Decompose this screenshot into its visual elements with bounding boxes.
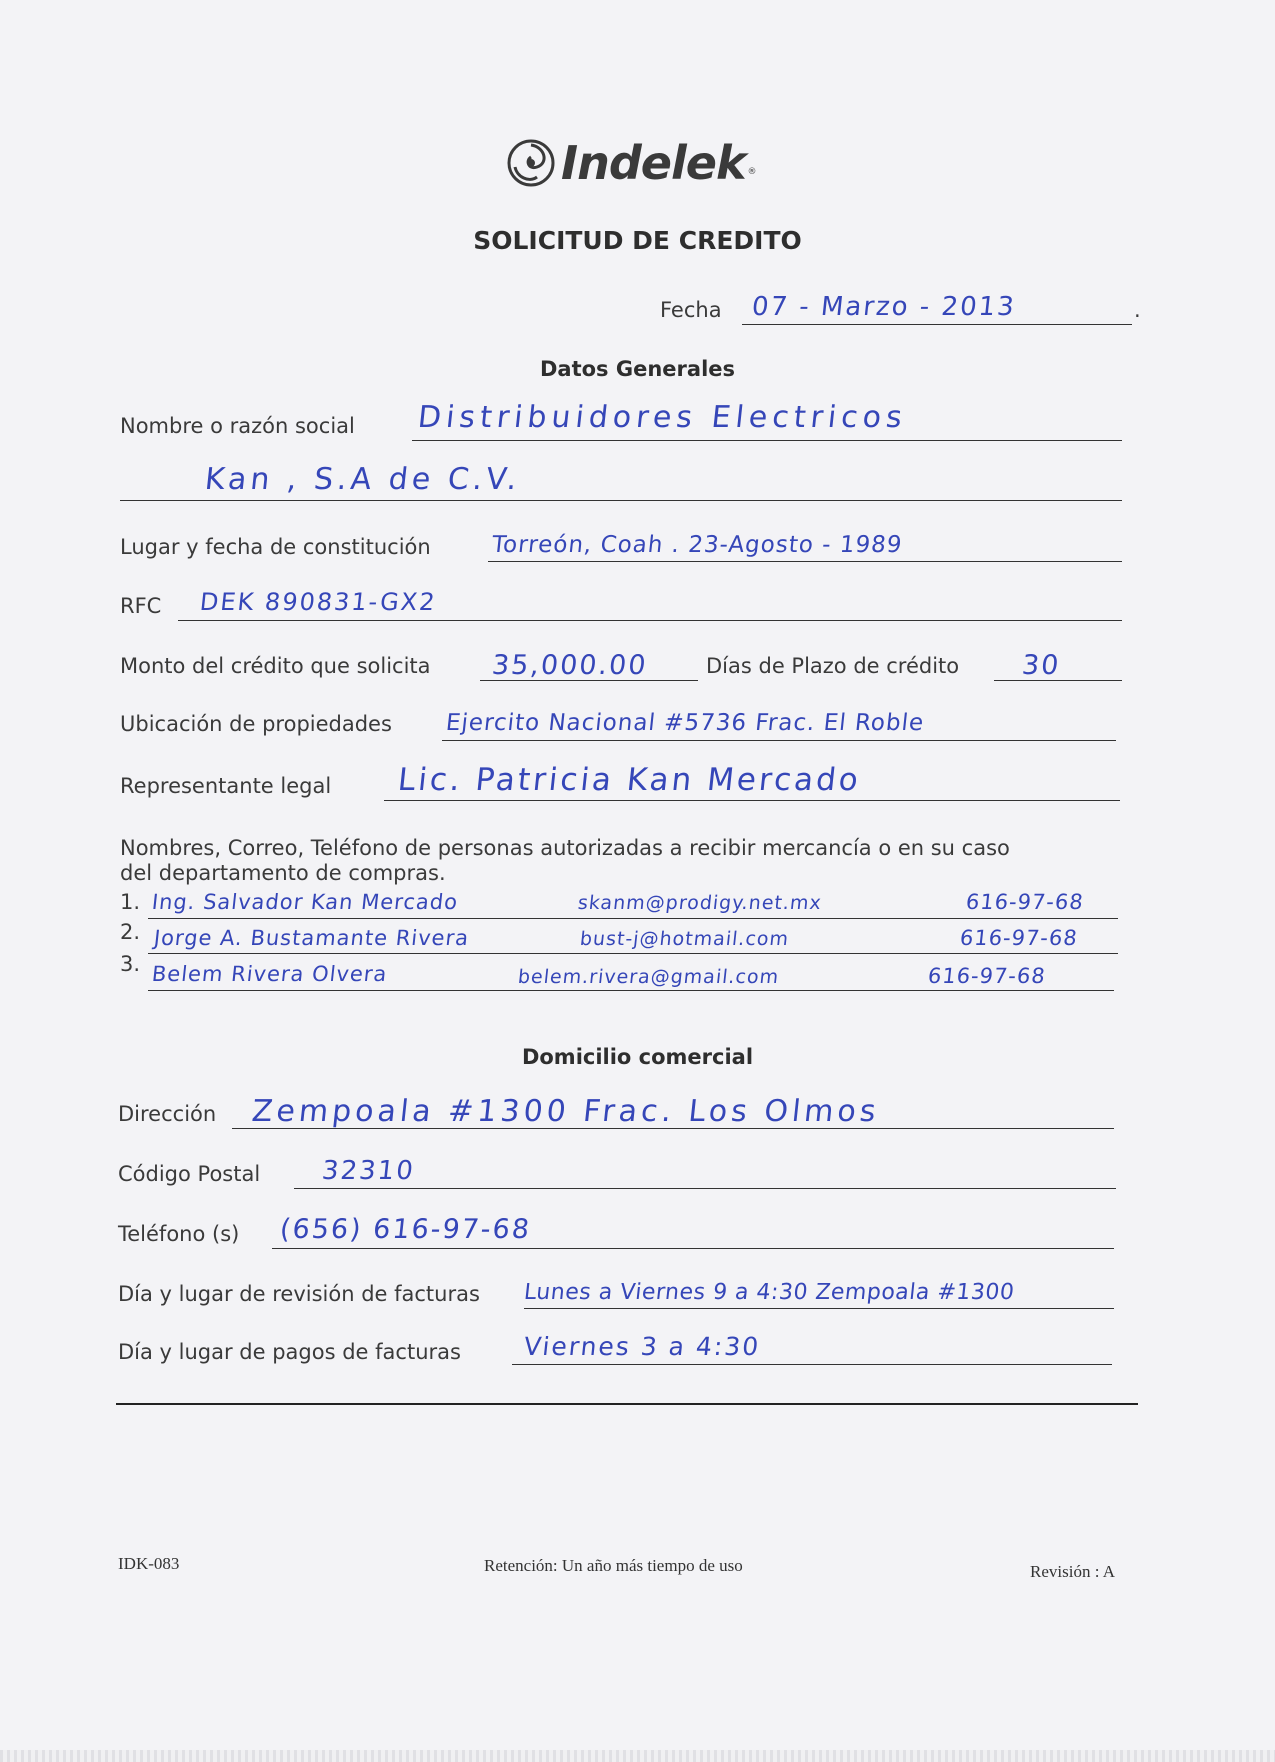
autorizado-email[interactable]: bust-j@hotmail.com <box>578 928 791 950</box>
logo-wordmark: Indelek <box>561 136 746 190</box>
autorizados-label-1: Nombres, Correo, Teléfono de personas autorizadas a recibir mercancía o en su caso <box>120 836 1010 860</box>
scan-edge <box>0 1750 1275 1762</box>
representante-label: Representante legal <box>120 774 332 798</box>
nombre-line-2 <box>120 500 1122 501</box>
lugar-line <box>488 561 1122 562</box>
section-datos-generales: Datos Generales <box>539 357 736 381</box>
cp-line <box>294 1188 1116 1189</box>
ubicacion-value[interactable]: Ejercito Nacional #5736 Frac. El Roble <box>444 710 926 736</box>
ubicacion-line <box>442 740 1116 741</box>
credit-application-page: Indelek ® SOLICITUD DE CREDITO Fecha . 07 - Marzo - 2013 Datos Generales Nombre o razón social Distribuidores Electricos Kan , S.A de C.V. Lugar y fecha de constitución Torreón, Coah . 23-Agosto - 1989 RFC DEK 890831-GX2 Monto del crédito que solicita 35,000.00 Días de Plazo de crédito 30 Ubicación de propiedades Ejercito Nacional #5736 Frac. El Roble Representante legal Lic. Patricia Kan Mercado Nombres, Correo, Teléfono de personas autorizadas a recibir mercancía o en su caso del departamento de compras. 1. Ing. Salvador Kan Mercado skanm@prodigy.net.mx 616-97-68 2. Jorge A. Bustamante Rivera bust-j@hotmail.com 616-97-68 3. Belem Rivera Olvera belem.rivera@gmail.com 616-97-68 Domicilio comercial Dirección Zempoala #1300 Frac. Los Olmos Código Postal 32310 Teléfono (s) (656) 616-97-68 Día y lugar de revisión de facturas Lunes a Viernes 9 a 4:30 Zempoala #1300 Día y lugar de pagos de facturas Viernes 3 a 4:30 IDK-083 Retención: Un año más tiempo de uso Revisión : A <box>0 0 1275 1762</box>
representante-value[interactable]: Lic. Patricia Kan Mercado <box>396 762 863 798</box>
autorizado-name[interactable]: Jorge A. Bustamante Rivera <box>152 926 471 950</box>
retention-note: Retención: Un año más tiempo de uso <box>484 1556 743 1575</box>
autorizados-label-2: del departamento de compras. <box>120 861 446 885</box>
rfc-line <box>178 620 1122 621</box>
direccion-value[interactable]: Zempoala #1300 Frac. Los Olmos <box>250 1094 882 1129</box>
telefono-label: Teléfono (s) <box>118 1222 240 1246</box>
revision-label: Día y lugar de revisión de facturas <box>118 1282 480 1306</box>
cp-value[interactable]: 32310 <box>320 1156 417 1186</box>
nombre-value-2[interactable]: Kan , S.A de C.V. <box>203 462 523 497</box>
pagos-label: Día y lugar de pagos de facturas <box>118 1340 461 1364</box>
rfc-value[interactable]: DEK 890831-GX2 <box>198 588 438 616</box>
direccion-label: Dirección <box>118 1102 217 1126</box>
autorizado-name[interactable]: Ing. Salvador Kan Mercado <box>150 890 460 914</box>
telefono-line <box>272 1248 1114 1249</box>
closing-rule <box>116 1403 1138 1405</box>
ubicacion-label: Ubicación de propiedades <box>120 712 392 736</box>
autorizado-phone[interactable]: 616-97-68 <box>958 926 1079 950</box>
plazo-value[interactable]: 30 <box>1020 650 1062 681</box>
nombre-label: Nombre o razón social <box>120 414 355 438</box>
document-code: IDK-083 <box>118 1554 180 1573</box>
pagos-line <box>512 1364 1112 1365</box>
revision-line <box>524 1308 1114 1309</box>
fecha-label: Fecha <box>660 298 722 322</box>
representante-line <box>384 800 1120 801</box>
autorizado-name[interactable]: Belem Rivera Olvera <box>150 962 389 986</box>
autorizado-phone[interactable]: 616-97-68 <box>926 964 1047 988</box>
cp-label: Código Postal <box>118 1162 261 1186</box>
indelek-logo: Indelek ® <box>505 128 757 198</box>
fecha-value[interactable]: 07 - Marzo - 2013 <box>750 292 1018 322</box>
pagos-value[interactable]: Viernes 3 a 4:30 <box>522 1332 762 1361</box>
nombre-value-1[interactable]: Distribuidores Electricos <box>416 400 909 435</box>
autorizado-email[interactable]: belem.rivera@gmail.com <box>516 966 781 988</box>
lugar-label: Lugar y fecha de constitución <box>120 535 431 559</box>
plazo-label: Días de Plazo de crédito <box>706 654 960 678</box>
revision-value[interactable]: Lunes a Viernes 9 a 4:30 Zempoala #1300 <box>522 1280 1016 1305</box>
indelek-swirl-icon <box>505 137 557 189</box>
autorizado-phone[interactable]: 616-97-68 <box>964 890 1085 914</box>
revision-code: Revisión : A <box>1030 1562 1116 1581</box>
monto-value[interactable]: 35,000.00 <box>490 650 650 681</box>
monto-label: Monto del crédito que solicita <box>120 654 431 678</box>
lugar-value[interactable]: Torreón, Coah . 23-Agosto - 1989 <box>490 532 904 558</box>
section-domicilio-comercial: Domicilio comercial <box>521 1045 754 1069</box>
form-title: SOLICITUD DE CREDITO <box>473 226 802 255</box>
rfc-label: RFC <box>120 594 162 618</box>
nombre-line-1 <box>412 440 1122 441</box>
fecha-line <box>742 324 1132 325</box>
autorizado-email[interactable]: skanm@prodigy.net.mx <box>576 892 823 914</box>
telefono-value[interactable]: (656) 616-97-68 <box>278 1214 533 1245</box>
